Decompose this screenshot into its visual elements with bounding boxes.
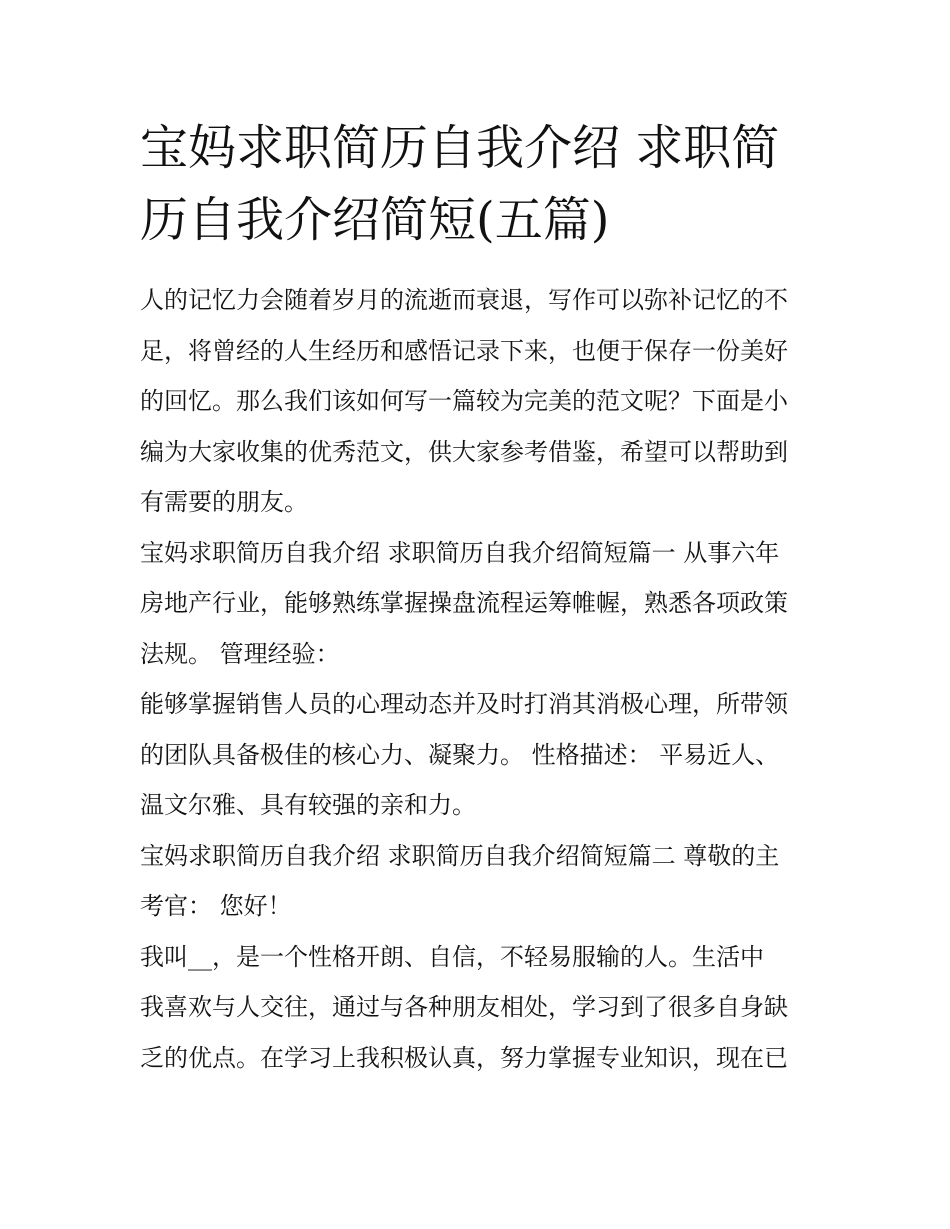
body-line: 考官： 您好！ [140, 892, 292, 920]
body-line: 足，将曾经的人生经历和感悟记录下来，也便于保存一份美好 [140, 336, 788, 365]
body-line: 我叫__，是一个性格开朗、自信，不轻易服输的人。生活中 [140, 942, 764, 971]
body-line: 法规。 管理经验： [140, 639, 340, 668]
document-title [140, 112, 820, 256]
title-line: 历自我介绍简短(五篇) [140, 192, 610, 248]
body-line: 乏的优点。在学习上我积极认真，努力掌握专业知识，现在已 [140, 1043, 788, 1072]
body-line: 宝妈求职简历自我介绍 求职简历自我介绍简短篇二 尊敬的主 [140, 841, 780, 870]
body-line: 编为大家收集的优秀范文，供大家参考借鉴，希望可以帮助到 [140, 437, 788, 466]
body-line: 的团队具备极佳的核心力、凝聚力。 性格描述： 平易近人、 [140, 740, 780, 769]
body-line: 宝妈求职简历自我介绍 求职简历自我介绍简短篇一 从事六年 [140, 538, 780, 567]
document-body [140, 275, 812, 1083]
body-line: 的回忆。那么我们该如何写一篇较为完美的范文呢？下面是小 [140, 387, 788, 415]
body-line: 温文尔雅、具有较强的亲和力。 [140, 791, 476, 819]
body-line: 人的记忆力会随着岁月的流逝而衰退，写作可以弥补记忆的不 [140, 286, 788, 314]
body-line: 能够掌握销售人员的心理动态并及时打消其消极心理，所带领 [140, 690, 788, 718]
body-line: 房地产行业，能够熟练掌握操盘流程运筹帷幄，熟悉各项政策 [140, 589, 788, 617]
body-line: 我喜欢与人交往，通过与各种朋友相处，学习到了很多自身缺 [140, 993, 788, 1021]
title-line: 宝妈求职简历自我介绍 求职简 [140, 120, 780, 176]
body-line: 有需要的朋友。 [140, 488, 308, 516]
